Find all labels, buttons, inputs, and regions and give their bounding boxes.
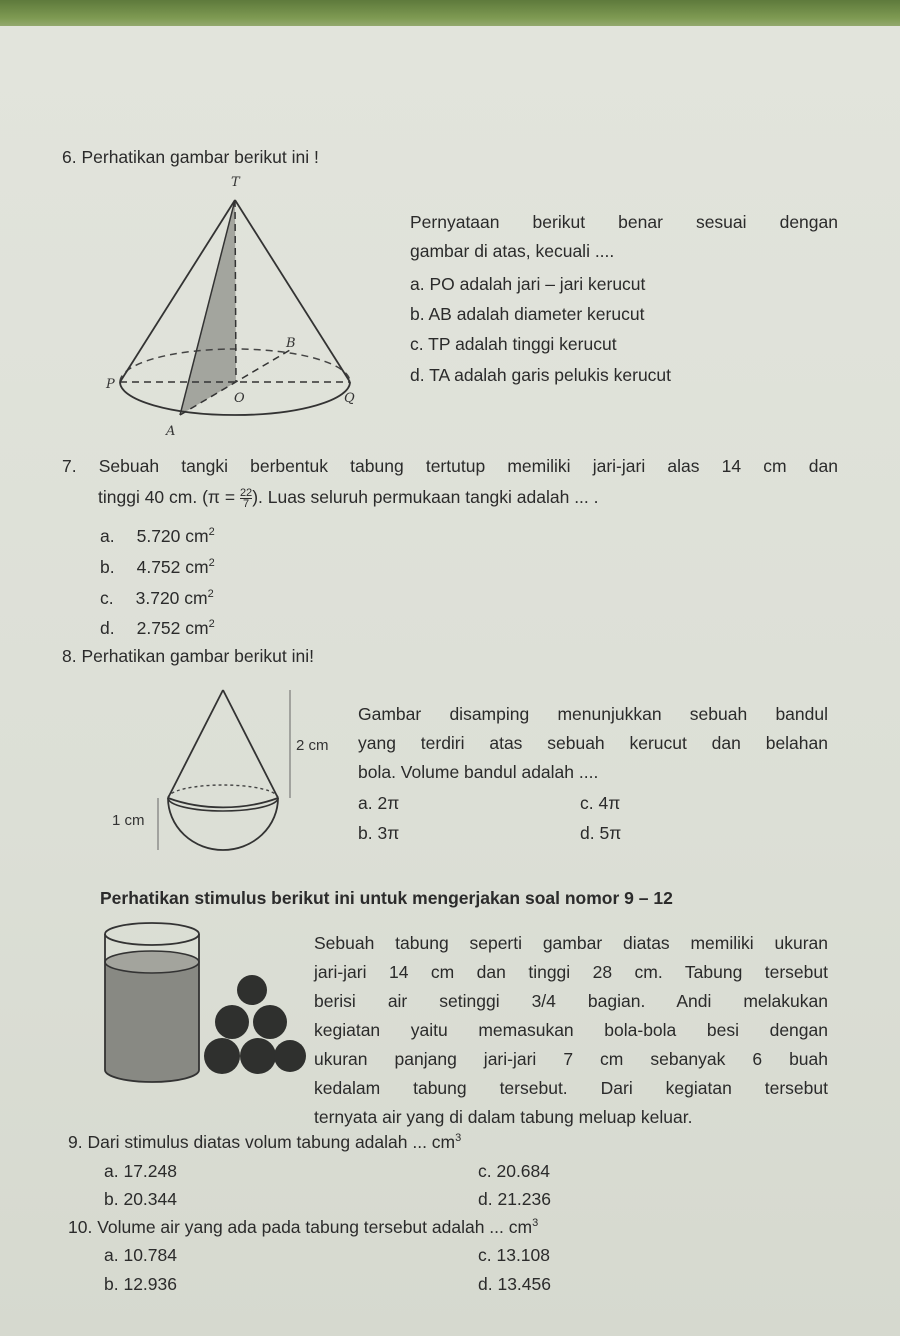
label-Q: Q <box>344 391 355 406</box>
stimulus-heading: Perhatikan stimulus berikut ini untuk mengerjakan soal nomor 9 – 12 <box>100 888 673 908</box>
q6-option-c[interactable]: c. TP adalah tinggi kerucut <box>410 334 617 354</box>
iron-ball <box>215 1005 249 1039</box>
q9-option-c[interactable]: c. 20.684 <box>478 1161 550 1181</box>
q6-statement-line-2: gambar di atas, kecuali .... <box>410 241 615 261</box>
q8-option-c[interactable]: c. 4π <box>580 793 621 813</box>
rim-front <box>168 798 278 811</box>
q6-statement-line-1: Pernyataan berikut benar sesuai dengan <box>410 212 838 232</box>
q7-option-b-letter: b. <box>100 557 115 577</box>
label-2cm: 2 cm <box>296 737 329 754</box>
q10-option-a[interactable]: a. 10.784 <box>104 1245 177 1265</box>
pendulum-cone-left <box>168 690 223 798</box>
tank-figure <box>100 920 310 1095</box>
q9-option-b[interactable]: b. 20.344 <box>104 1189 177 1209</box>
q7-option-a-value: 5.720 cm <box>136 526 209 546</box>
q8-statement <box>358 700 828 787</box>
stimulus-line-2: jari-jari 14 cm dan tinggi 28 cm. Tabung tersebut <box>314 962 828 982</box>
q10-option-d[interactable]: d. 13.456 <box>478 1274 551 1294</box>
label-A: A <box>166 424 176 439</box>
pendulum-cone-right <box>223 690 278 798</box>
hemisphere-bottom <box>168 798 278 807</box>
q8-statement-line-2: yang terdiri atas sebuah kerucut dan belahan <box>358 733 828 753</box>
q7-line-1: 7. Sebuah tangki berbentuk tabung tertutup memiliki jari-jari alas 14 cm dan <box>62 456 838 476</box>
iron-balls <box>204 975 306 1074</box>
stimulus-line-3: berisi air setinggi 3/4 bagian. Andi melakukan <box>314 991 828 1011</box>
q10-option-b[interactable]: b. 12.936 <box>104 1274 177 1294</box>
iron-ball <box>253 1005 287 1039</box>
tank-water <box>105 962 199 1082</box>
label-B: B <box>286 336 296 351</box>
q6-option-a[interactable]: a. PO adalah jari – jari kerucut <box>410 274 646 294</box>
label-O: O <box>234 391 245 406</box>
label-P: P <box>106 377 115 392</box>
stimulus-line-5: ukuran panjang jari-jari 7 cm sebanyak 6 buah <box>314 1049 828 1069</box>
q9-option-a[interactable]: a. 17.248 <box>104 1161 177 1181</box>
iron-ball <box>204 1038 240 1074</box>
rim-back <box>168 785 278 798</box>
pi-denominator: 7 <box>243 497 250 510</box>
cone-figure <box>100 170 370 445</box>
iron-ball <box>237 975 267 1005</box>
q8-title: 8. Perhatikan gambar berikut ini! <box>62 646 314 666</box>
q9-question-exp: 3 <box>455 1132 462 1144</box>
q9-question <box>68 1131 461 1153</box>
hemisphere-curve <box>168 798 278 850</box>
q7-option-d[interactable] <box>100 617 215 639</box>
q7-option-c[interactable] <box>100 587 214 609</box>
q8-statement-line-3: bola. Volume bandul adalah .... <box>358 762 599 782</box>
q7-option-c-letter: c. <box>100 588 114 608</box>
cone-right-edge <box>235 200 350 382</box>
q8-option-d[interactable]: d. 5π <box>580 823 622 843</box>
water-surface <box>105 951 199 973</box>
q7-option-d-letter: d. <box>100 618 115 638</box>
q7-line-1-wrap <box>62 452 838 481</box>
q6-title: 6. Perhatikan gambar berikut ini ! <box>62 147 319 167</box>
q7-option-a-letter: a. <box>100 526 115 546</box>
stimulus-line-7: ternyata air yang di dalam tabung meluap keluar. <box>314 1107 693 1127</box>
q10-question <box>68 1216 538 1238</box>
q6-option-d[interactable]: d. TA adalah garis pelukis kerucut <box>410 365 672 385</box>
tank-top-rim <box>105 923 199 945</box>
stimulus-line-1: Sebuah tabung seperti gambar diatas memiliki ukuran <box>314 933 828 953</box>
stimulus-line-4: kegiatan yaitu memasukan bola-bola besi dengan <box>314 1020 828 1040</box>
q7-option-a-exp: 2 <box>208 526 215 538</box>
q7-option-d-exp: 2 <box>208 618 215 630</box>
q10-option-c[interactable]: c. 13.108 <box>478 1245 550 1265</box>
stimulus-text <box>314 929 828 1132</box>
q6-option-b[interactable]: b. AB adalah diameter kerucut <box>410 304 645 324</box>
pi-numerator: 22 <box>239 486 253 499</box>
label-1cm: 1 cm <box>112 812 145 829</box>
q7-option-a[interactable] <box>100 525 215 547</box>
iron-ball <box>240 1038 276 1074</box>
q8-statement-line-1: Gambar disamping menunjukkan sebuah bandul <box>358 704 828 724</box>
q9-question-text: 9. Dari stimulus diatas volum tabung adalah ... cm <box>68 1132 456 1152</box>
q8-option-a[interactable]: a. 2π <box>358 793 400 813</box>
q10-question-exp: 3 <box>532 1217 539 1229</box>
q7-line-2-start: tinggi 40 cm. (π = <box>98 487 236 507</box>
q10-question-text: 10. Volume air yang ada pada tabung tersebut adalah ... cm <box>68 1217 533 1237</box>
q7-option-b[interactable] <box>100 556 215 578</box>
q7-option-b-exp: 2 <box>208 557 215 569</box>
q6-statement <box>410 208 838 266</box>
label-T: T <box>231 175 240 190</box>
q7-option-d-value: 2.752 cm <box>136 618 209 638</box>
pendulum-figure <box>100 680 360 870</box>
iron-ball <box>274 1040 306 1072</box>
q7-line-2-end: ). Luas seluruh permukaan tangki adalah ... . <box>252 487 599 507</box>
q9-option-d[interactable]: d. 21.236 <box>478 1189 551 1209</box>
q7-option-c-exp: 2 <box>207 588 214 600</box>
q8-option-b[interactable]: b. 3π <box>358 823 400 843</box>
q7-option-b-value: 4.752 cm <box>136 557 209 577</box>
stimulus-line-6: kedalam tabung tersebut. Dari kegiatan tersebut <box>314 1078 828 1098</box>
q7-line-2 <box>98 486 599 509</box>
q7-option-c-value: 3.720 cm <box>135 588 208 608</box>
pi-fraction <box>240 488 252 509</box>
